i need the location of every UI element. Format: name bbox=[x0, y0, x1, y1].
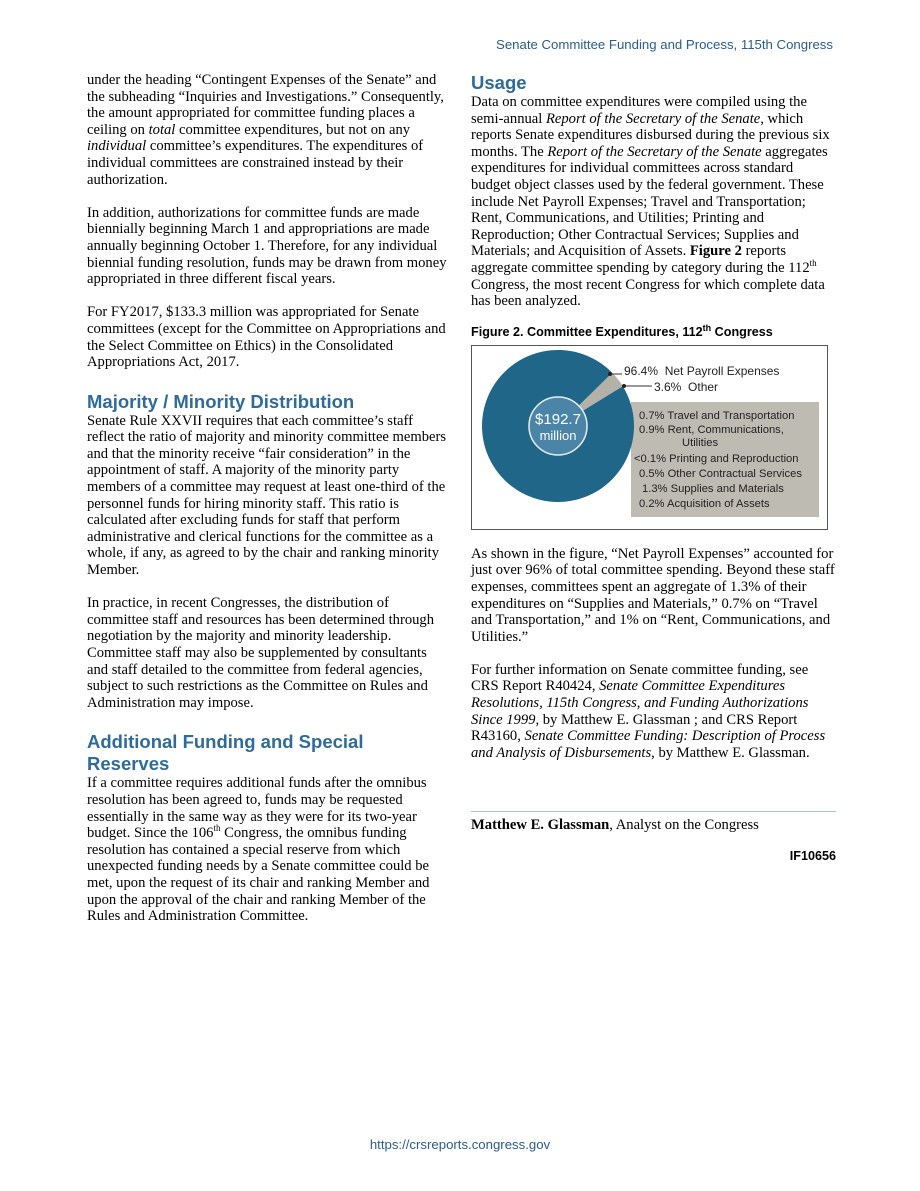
paragraph-fy2017: For FY2017, $133.3 million was appropriated for Senate committees (except for the Committee on Appropriations and the Select Committee on Ethics) in the Consolidated Appropriations Act, 2017. bbox=[87, 304, 446, 371]
paragraph-authorizations: In addition, authorizations for committee funds are made biennially beginning March 1 and appropriations are made annually beginning October 1. Therefore, for any individual biennial funding resolution, funds may be drawn from money appropriated in three different fiscal years. bbox=[87, 204, 447, 288]
other-item-printing: <0.1% Printing and Reproduction bbox=[634, 452, 799, 465]
footer-url-link[interactable]: https://crsreports.congress.gov bbox=[369, 1137, 551, 1152]
paragraph-contingent-expenses: under the heading “Contingent Expenses of the Senate” and the subheading “Inquiries and Investigations.” Consequently, the amount appropriated for committee funding places a ceiling on total committee expenditures, but not on any individual committee’s expenditures. The expenditures of individual committees are constrained instead by their authorization. bbox=[87, 72, 444, 188]
other-item-supplies: 1.3% Supplies and Materials bbox=[642, 482, 784, 495]
heading-additional-funding: Additional Funding and Special Reserves bbox=[87, 731, 364, 775]
paragraph-rule-xxvii: Senate Rule XXVII requires that each committee’s staff reflect the ratio of majority and minority committee members and that the minority receive “fair consideration” in the appointment of staff. A majority of the minority party members of a committee may request at least one-third of the personnel funds for hiring minority staff. This ratio is calculated after excluding funds for staff that perform administrative and clerical functions for the committee as a whole, if any, as agreed to by the chair and ranking minority Member. bbox=[87, 412, 447, 579]
heading-usage: Usage bbox=[471, 72, 527, 93]
other-item-assets: 0.2% Acquisition of Assets bbox=[639, 497, 770, 510]
paragraph-in-practice: In practice, in recent Congresses, the distribution of committee staff and resources has been determined through negotiation by the majority and minority leadership. Committee staff may also be supplemented by consultants and staff detailed to the committee from federal agencies, subject to such restrictions as the Committee on Rules and Administration may impose. bbox=[87, 595, 435, 711]
author-divider bbox=[471, 811, 836, 812]
paragraph-usage: Data on committee expenditures were compiled using the semi-annual Report of the Secretary of the Senate, which reports Senate expenditures disbursed during the previous six months. The Report of the Secretary of the Senate aggregates expenditures for individual committees across standard budget object classes used by the federal government. These include Net Payroll Expenses; Travel and Transportation; Rent, Communications, and Utilities; Printing and Reproduction; Other Contractual Services; Supplies and Materials; and Acquisition of Assets. Figure 2 reports aggregate committee spending by category during the 112th Congress, the most recent Congress for which complete data has been analyzed. bbox=[471, 94, 830, 310]
left-column bbox=[87, 72, 450, 925]
label-other: 3.6% Other bbox=[654, 379, 719, 394]
right-column bbox=[471, 72, 836, 863]
leader-dot-main bbox=[608, 372, 612, 376]
other-item-travel: 0.7% Travel and Transportation bbox=[639, 409, 795, 422]
paragraph-special-reserve: If a committee requires additional funds after the omnibus resolution has been agreed to, funds may be requested essentially in the same way as they were for its two-year budget. Since the 106th Congress, the omnibus funding resolution has contained a special reserve from which unexpected funding needs by a Senate committee could be met, upon the request of its chair and ranking Member and upon the approval of the chair and ranking Member of the Rules and Administration Committee. bbox=[87, 775, 430, 925]
other-item-rent: 0.9% Rent, Communications, bbox=[639, 423, 784, 436]
pie-chart bbox=[472, 346, 827, 529]
author-role: , Analyst on the Congress bbox=[609, 817, 759, 834]
paragraph-figure-discussion: As shown in the figure, “Net Payroll Expenses” accounted for just over 96% of total committee spending. Beyond these staff expenses, committees spent an aggregate of 1.3% of their expenditures on “Supplies and Materials,” 0.7% on “Travel and Transportation,” and 1% on “Rent, Communications, and Utilities.” bbox=[471, 545, 835, 645]
expenditures-pie-figure bbox=[471, 345, 828, 530]
running-header: Senate Committee Funding and Process, 115th Congress bbox=[496, 37, 833, 52]
label-net-payroll: 96.4% Net Payroll Expenses bbox=[624, 363, 780, 378]
heading-majority-minority: Majority / Minority Distribution bbox=[87, 390, 355, 412]
other-item-contractual: 0.5% Other Contractual Services bbox=[639, 467, 802, 480]
other-item-utilities: Utilities bbox=[682, 436, 719, 449]
author-line bbox=[471, 817, 836, 834]
report-id: IF10656 bbox=[789, 848, 836, 863]
paragraph-further-information: For further information on Senate committee funding, see CRS Report R40424, Senate Committee Expenditures Resolutions, 115th Congress, and Funding Authorizations Since 1999, by Matthew E. Glassman ; and CRS Report R43160, Senate Committee Funding: Description of Process and Analysis of Disbursements, by Matthew E. Glassman. bbox=[471, 661, 826, 761]
center-unit: million bbox=[539, 427, 577, 443]
figure-caption: Figure 2. Committee Expenditures, 112th Congress bbox=[471, 322, 773, 339]
center-amount: $192.7 bbox=[535, 410, 581, 428]
author-name: Matthew E. Glassman bbox=[471, 817, 610, 834]
leader-dot-other bbox=[622, 384, 626, 388]
